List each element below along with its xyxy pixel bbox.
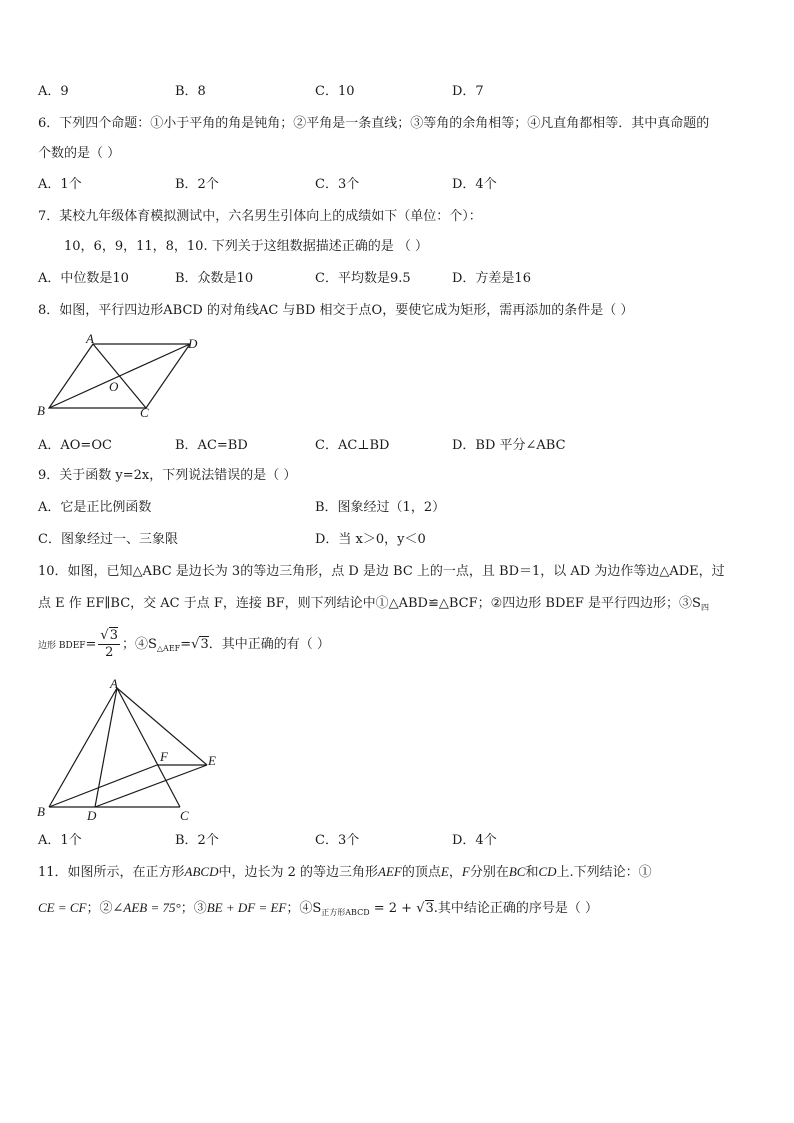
q8-stem: 8．如图，平行四边形ABCD 的对角线AC 与BD 相交于点O，要使它成为矩形，需再添加的条件是（ ） [38,303,634,318]
q5-option-d: D．7 [452,84,484,99]
q6-stem-line2: 个数的是（ ） [38,146,121,161]
q8-option-d: D．BD 平分∠ABC [452,438,566,453]
q10-option-c: C．3个 [315,833,360,848]
q7-option-d: D．方差是16 [452,271,531,286]
q5-option-b: B．8 [175,84,206,99]
q7-stem-line1: 7．某校九年级体育模拟测试中，六名男生引体向上的成绩如下（单位：个）： [38,209,482,224]
q9-option-b: B．图象经过（1，2） [315,500,446,515]
q5-option-c: C．10 [315,84,355,99]
q8-label-o: O [109,379,119,394]
q8-label-c: C [140,405,149,420]
q7-option-c: C．平均数是9.5 [315,271,411,286]
q10-label-d: D [87,808,97,823]
q8-label-a: A [86,331,94,346]
q10-label-a: A [110,676,118,691]
q9-option-d: D．当 x＞0，y＜0 [315,532,426,547]
q10-triangle-figure [30,676,230,824]
q8-parallelogram-figure [30,330,210,425]
q10-stem-line2: 点 E 作 EF∥BC，交 AC 于点 F，连接 BF，则下列结论中①△ABD≌△BCF；②四边形 BDEF 是平行四边形；$③S_四$ [38,596,709,612]
q8-label-d: D [188,336,198,351]
q11-stem-line1: 11．如图所示，在正方形ABCD中，边长为 2 的等边三角形AEF的顶点E，F分别在BC和CD上.下列结论：① [38,864,652,880]
q6-stem-line1: 6．下列四个命题：①小于平角的角是钝角；②平角是一条直线；③等角的余角相等；④凡直角都相等．其中真命题的 [38,116,710,131]
q9-option-c: C．图象经过一、三象限 [38,532,178,547]
q7-stem-line2: 10，6，9，11，8，10. 下列关于这组数据描述正确的是 （ ） [64,239,428,254]
q10-option-b: B．2个 [175,833,219,848]
q7-option-a: A．中位数是10 [38,271,129,286]
q10-stem-line3: 边形 BDEF= $\frac{√3}{2}$ ；$④S_{\triangle AEF}=√3$．其中正确的有（ ） [38,628,330,660]
q6-option-c: C．3个 [315,177,360,192]
q10-label-c: C [180,808,189,823]
q10-label-e: E [208,753,216,768]
q6-option-a: A．1个 [38,177,82,192]
q6-option-b: B．2个 [175,177,219,192]
q10-fraction: $\frac{√3}{2}$ [100,628,118,660]
q8-option-b: B．AC=BD [175,438,248,453]
q10-label-b: B [37,804,45,819]
q6-option-d: D．4个 [452,177,497,192]
q10-option-a: A．1个 [38,833,82,848]
q11-stem-line2: CE = CF；②∠AEB = 75°；③BE + DF = EF；$④S_{正方形ABCD} = 2 + √3$.其中结论正确的序号是（ ） [38,900,599,917]
q10-stem-line1: 10．如图，已知△ABC 是边长为 3的等边三角形，点 D 是边 BC 上的一点，且 BD＝1，以 AD 为边作等边△ADE，过 [38,564,725,579]
q10-label-f: F [160,749,168,764]
q10-option-d: D．4个 [452,833,497,848]
q5-option-a: A．9 [38,84,69,99]
q9-option-a: A．它是正比例函数 [38,500,152,515]
q8-option-c: C．AC⊥BD [315,438,390,453]
q8-option-a: A．AO=OC [38,438,112,453]
q7-option-b: B．众数是10 [175,271,254,286]
q9-stem: 9．关于函数 y=2x，下列说法错误的是（ ） [38,468,297,483]
q8-label-b: B [37,403,45,418]
